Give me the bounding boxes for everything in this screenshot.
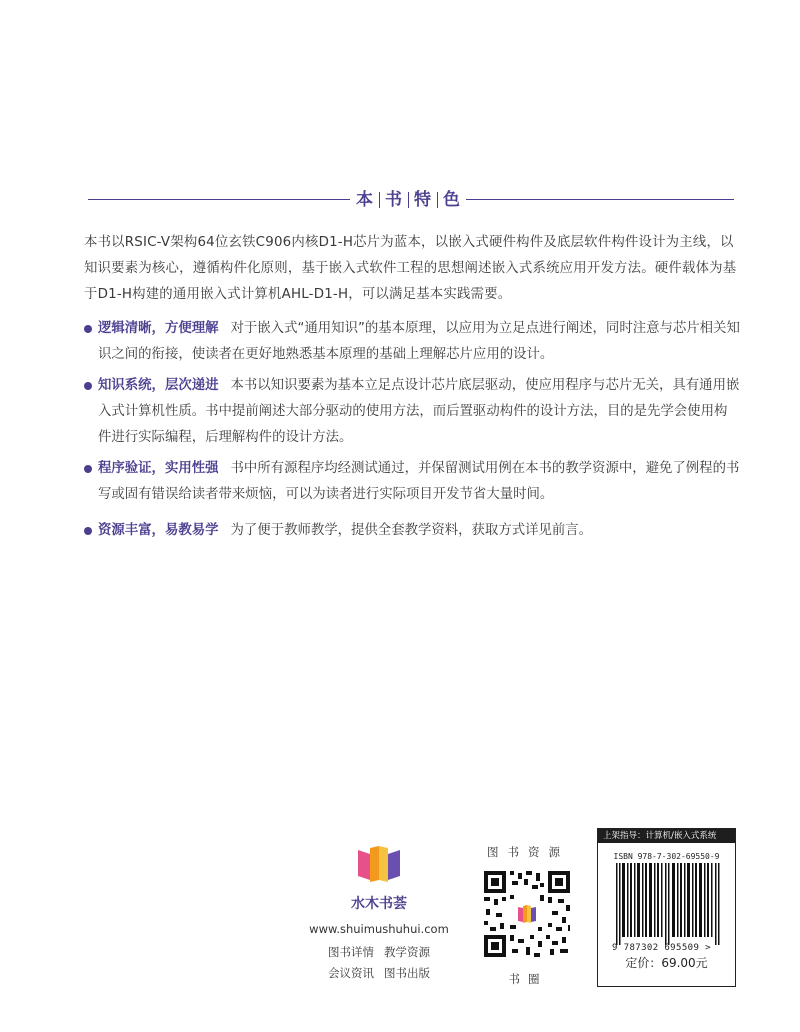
publisher-website[interactable]: www.shuimushuhui.com [309, 922, 449, 936]
section-title-char: 特 [414, 190, 431, 210]
feature-text: 书中所有源程序均经测试通过，并保留测试用例在本书的教学资源中，避免了例程的书写或固有错误给读者带来烦恼，可以为读者进行实际项目开发节省大量时间。 [98, 461, 740, 502]
feature-text: 本书以知识要素为基本立足点设计芯片底层驱动，使应用程序与芯片无关，具有通用嵌入式计算机性质。书中提前阐述大部分驱动的使用方法，而后置驱动构件的设计方法，目的是先学会使用构件进行实际编程，后理解构件的设计方法。 [98, 378, 740, 445]
section-title-char: 书 [385, 190, 402, 210]
title-separator [437, 192, 438, 208]
feature-item [84, 316, 740, 368]
qr-title: 图书资源 [487, 845, 569, 859]
title-separator [379, 192, 380, 208]
feature-item [84, 518, 740, 544]
section-title-char: 色 [443, 190, 460, 210]
section-title [356, 188, 460, 212]
section-title-char: 本 [356, 190, 373, 210]
feature-highlight: 逻辑清晰，方便理解 [98, 321, 219, 336]
section-header [88, 188, 734, 212]
intro-paragraph: 本书以RSIC-V架构64位玄铁C906内核D1-H芯片为蓝本，以嵌入式硬件构件及底层软件构件设计为主线，以知识要素为核心，遵循构件化原则，基于嵌入式软件工程的思想阐述嵌入式系统应用开发方法。硬件载体为基于D1-H构建的通用嵌入式计算机AHL-D1-H，可以满足基本实践需要。 [84, 235, 737, 302]
feature-highlight: 知识系统，层次递进 [98, 378, 219, 393]
publisher-links [300, 944, 458, 960]
feature-body [98, 456, 740, 508]
bullet-dot-icon [84, 325, 92, 333]
feature-item [84, 456, 740, 508]
feature-text: 对于嵌入式“通用知识”的基本原理，以应用为立足点进行阐述，同时注意与芯片相关知识之间的衔接，使读者在更好地熟悉基本原理的基础上理解芯片应用的设计。 [98, 321, 740, 362]
shelf-category: 上架指导：计算机/嵌入式系统 [598, 829, 735, 843]
bullet-dot-icon [84, 465, 92, 473]
price-label: 定价：69.00元 [625, 956, 708, 970]
header-rule-left [88, 199, 350, 200]
link-book-publishing[interactable]: 图书出版 [384, 966, 430, 980]
feature-body [98, 316, 740, 368]
feature-highlight: 程序验证，实用性强 [98, 461, 219, 476]
barcode-icon [616, 863, 720, 945]
feature-highlight: 资源丰富，易教易学 [98, 523, 219, 538]
feature-item [84, 373, 740, 451]
isbn-text: ISBN 978-7-302-69550-9 [613, 852, 720, 861]
barcode-digits: 9 787302 695509 > [612, 943, 711, 953]
qr-code-icon[interactable] [482, 869, 572, 959]
feature-text: 为了便于教师教学，提供全套教学资料，获取方式详见前言。 [230, 523, 593, 538]
publisher-name: 水木书荟 [351, 896, 407, 912]
publisher-links [300, 965, 458, 981]
link-conference-news[interactable]: 会议资讯 [328, 966, 374, 980]
qr-caption: 书圈 [508, 972, 548, 986]
feature-body [98, 518, 740, 544]
bullet-dot-icon [84, 382, 92, 390]
feature-body [98, 373, 740, 451]
link-book-details[interactable]: 图书详情 [328, 945, 374, 959]
header-rule-right [466, 199, 734, 200]
title-separator [408, 192, 409, 208]
book-stack-logo [356, 844, 402, 884]
link-teaching-resources[interactable]: 教学资源 [384, 945, 430, 959]
barcode-box [597, 828, 736, 987]
bullet-dot-icon [84, 527, 92, 535]
